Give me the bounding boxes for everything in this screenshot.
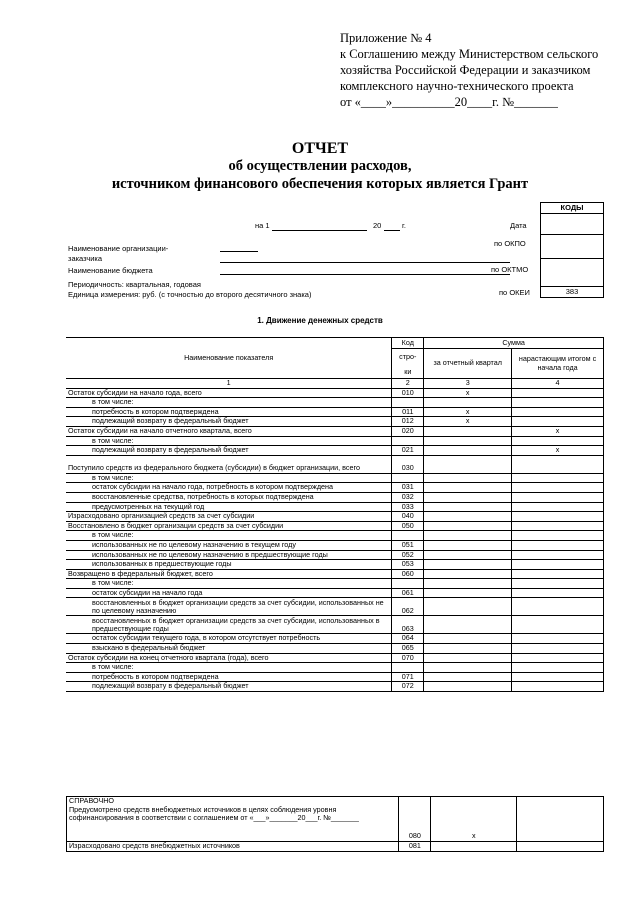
col-code-header-2: стро-	[392, 349, 424, 367]
row-quarter-value[interactable]	[424, 446, 512, 456]
row-code: 031	[392, 483, 424, 493]
org-label: Наименование организации-	[68, 244, 169, 253]
row-code: 011	[392, 407, 424, 417]
row-cumulative-value[interactable]	[512, 492, 604, 502]
table-row	[66, 512, 604, 522]
row-name: восстановленных в бюджет организации средств за счет субсидии, использованных не по целевому назначению	[66, 598, 392, 616]
reference-table	[66, 796, 604, 852]
row-code: 060	[392, 569, 424, 579]
org-label-2: заказчика	[68, 254, 103, 263]
reference-text	[67, 797, 399, 842]
okpo-code-cell[interactable]	[541, 235, 603, 259]
row-quarter-value[interactable]	[424, 550, 512, 560]
table-row	[66, 588, 604, 598]
row-quarter-value[interactable]	[424, 569, 512, 579]
row-code: 062	[392, 598, 424, 616]
table-row	[66, 446, 604, 456]
row-cumulative-value[interactable]	[512, 483, 604, 493]
table-row	[66, 436, 604, 446]
table-row	[66, 598, 604, 616]
okei-code-cell: 383	[565, 287, 579, 296]
codes-box	[540, 202, 604, 298]
row-name: Остаток субсидии на конец отчетного квартала (года), всего	[66, 653, 392, 663]
row-code	[392, 398, 424, 408]
row-quarter-value[interactable]	[424, 531, 512, 541]
row-name: потребность в котором подтверждена	[66, 672, 392, 682]
org-short-field[interactable]	[220, 251, 258, 252]
row-cumulative-value[interactable]	[512, 588, 604, 598]
row-code: 040	[392, 512, 424, 522]
row-cumulative-value[interactable]	[512, 653, 604, 663]
table-row	[66, 426, 604, 436]
table-row	[66, 473, 604, 483]
table-row	[66, 616, 604, 634]
row-cumulative-value[interactable]	[512, 512, 604, 522]
row-code: 020	[392, 426, 424, 436]
row-quarter-value[interactable]	[424, 502, 512, 512]
table-row	[66, 634, 604, 644]
row-cumulative-value[interactable]	[512, 540, 604, 550]
row-cumulative-value[interactable]	[512, 634, 604, 644]
col-code-header-3: ки	[392, 366, 424, 379]
table-header-row	[66, 338, 604, 349]
row-cumulative-value[interactable]	[512, 598, 604, 616]
table-row	[66, 672, 604, 682]
col-num: 4	[512, 379, 604, 389]
table-row	[66, 663, 604, 673]
row-quarter-value[interactable]	[424, 426, 512, 436]
row-cumulative-value[interactable]: x	[512, 426, 604, 436]
row-quarter-value[interactable]	[424, 634, 512, 644]
row-code	[392, 531, 424, 541]
date-year-field[interactable]	[384, 230, 400, 231]
row-cumulative-value[interactable]	[512, 388, 604, 398]
reference-row	[67, 797, 604, 842]
row-name: подлежащий возврату в федеральный бюджет	[66, 682, 392, 692]
row-code	[392, 473, 424, 483]
row-name: в том числе:	[66, 398, 392, 408]
row-quarter-value[interactable]	[424, 521, 512, 531]
row-quarter-value[interactable]	[424, 616, 512, 634]
org-name-field[interactable]	[220, 262, 510, 263]
reference-code: 081	[399, 842, 431, 852]
row-code	[392, 579, 424, 589]
row-quarter-value[interactable]: x	[424, 417, 512, 427]
col-name-header: Наименование показателя	[66, 338, 392, 379]
row-code: 071	[392, 672, 424, 682]
date-day-field[interactable]	[272, 230, 367, 231]
row-name: Израсходовано организацией средств за счет субсидии	[66, 512, 392, 522]
okei-label: по ОКЕИ	[499, 288, 530, 297]
row-name: подлежащий возврату в федеральный бюджет	[66, 446, 392, 456]
row-name: в том числе:	[66, 473, 392, 483]
row-code: 070	[392, 653, 424, 663]
reference-quarter[interactable]	[431, 842, 517, 852]
oktmo-code-cell[interactable]	[541, 259, 603, 287]
row-quarter-value[interactable]	[424, 598, 512, 616]
reference-title: СПРАВОЧНО	[69, 796, 115, 805]
row-code	[392, 663, 424, 673]
row-name: Поступило средств из федерального бюджета (субсидии) в бюджет организации, всего	[66, 455, 392, 473]
row-quarter-value[interactable]	[424, 455, 512, 473]
row-name: Остаток субсидии на начало отчетного квартала, всего	[66, 426, 392, 436]
table-row	[66, 521, 604, 531]
table-row	[66, 682, 604, 692]
date-code-cell[interactable]	[541, 214, 603, 235]
row-quarter-value[interactable]: x	[424, 407, 512, 417]
row-name: использованных в предшествующие годы	[66, 560, 392, 570]
row-quarter-value[interactable]	[424, 398, 512, 408]
okpo-label: по ОКПО	[494, 239, 526, 248]
row-quarter-value[interactable]	[424, 653, 512, 663]
row-name: Восстановлено в бюджет организации средств за счет субсидии	[66, 521, 392, 531]
reference-row2: Израсходовано средств внебюджетных источников	[67, 842, 399, 852]
row-name: использованных не по целевому назначению в предшествующие годы	[66, 550, 392, 560]
row-cumulative-value[interactable]	[512, 417, 604, 427]
row-name: Остаток субсидии на начало года, всего	[66, 388, 392, 398]
row-cumulative-value[interactable]	[512, 682, 604, 692]
table-row	[66, 492, 604, 502]
reference-cumulative[interactable]	[517, 842, 604, 852]
row-cumulative-value[interactable]	[512, 473, 604, 483]
row-quarter-value[interactable]	[424, 483, 512, 493]
reference-code: 080	[399, 797, 431, 842]
row-quarter-value[interactable]	[424, 672, 512, 682]
row-cumulative-value[interactable]	[512, 531, 604, 541]
col-cumulative-header: нарастающим итогом с начала года	[512, 349, 604, 379]
report-subtitle: об осуществлении расходов,	[228, 158, 412, 174]
row-cumulative-value[interactable]	[512, 644, 604, 654]
oktmo-label: по ОКТМО	[491, 265, 529, 274]
row-code: 052	[392, 550, 424, 560]
table-row	[66, 653, 604, 663]
row-code: 065	[392, 644, 424, 654]
date-code-label: Дата	[510, 221, 527, 230]
table-row	[66, 455, 604, 473]
row-code: 033	[392, 502, 424, 512]
row-name: остаток субсидии на начало года, потребность в котором подтверждена	[66, 483, 392, 493]
codes-header: КОДЫ	[541, 203, 603, 214]
date-prefix: на 1	[255, 221, 270, 230]
unit: Единица измерения: руб. (с точностью до второго десятичного знака)	[68, 290, 312, 299]
row-code	[392, 436, 424, 446]
row-cumulative-value[interactable]	[512, 579, 604, 589]
row-quarter-value[interactable]	[424, 540, 512, 550]
row-cumulative-value[interactable]	[512, 663, 604, 673]
appendix-line: Приложение № 4	[340, 31, 432, 45]
table-row	[66, 550, 604, 560]
appendix-line: к Соглашению между Министерством сельского	[340, 47, 599, 61]
date-suffix: г.	[402, 221, 406, 230]
reference-quarter: x	[431, 797, 517, 842]
row-name: использованных не по целевому назначению в текущем году	[66, 540, 392, 550]
reference-row	[67, 842, 604, 852]
row-code: 064	[392, 634, 424, 644]
table-row	[66, 569, 604, 579]
row-name: взыскано в федеральный бюджет	[66, 644, 392, 654]
row-name: в том числе:	[66, 436, 392, 446]
table-row	[66, 407, 604, 417]
row-code: 061	[392, 588, 424, 598]
row-name: в том числе:	[66, 531, 392, 541]
row-cumulative-value[interactable]	[512, 502, 604, 512]
table-row	[66, 560, 604, 570]
row-quarter-value[interactable]: x	[424, 388, 512, 398]
row-cumulative-value[interactable]	[512, 550, 604, 560]
section-title: 1. Движение денежных средств	[257, 316, 383, 325]
row-code: 072	[392, 682, 424, 692]
table-row	[66, 579, 604, 589]
row-code: 021	[392, 446, 424, 456]
budget-label: Наименование бюджета	[68, 266, 153, 275]
row-cumulative-value[interactable]	[512, 455, 604, 473]
row-quarter-value[interactable]	[424, 560, 512, 570]
row-name: остаток субсидии текущего года, в котором отсутствует потребность	[66, 634, 392, 644]
col-quarter-header: за отчетный квартал	[424, 349, 512, 379]
row-quarter-value[interactable]	[424, 663, 512, 673]
row-quarter-value[interactable]	[424, 492, 512, 502]
row-cumulative-value[interactable]: x	[512, 446, 604, 456]
date-year-prefix: 20	[373, 221, 382, 230]
row-quarter-value[interactable]	[424, 512, 512, 522]
row-name: восстановленные средства, потребность в которых подтверждена	[66, 492, 392, 502]
table-row	[66, 644, 604, 654]
row-cumulative-value[interactable]	[512, 521, 604, 531]
row-code: 032	[392, 492, 424, 502]
appendix-line: от «____»__________20____г. №_______	[340, 95, 558, 109]
row-quarter-value[interactable]	[424, 436, 512, 446]
row-cumulative-value[interactable]	[512, 436, 604, 446]
row-code: 010	[392, 388, 424, 398]
cash-flow-table	[66, 337, 604, 692]
row-quarter-value[interactable]	[424, 644, 512, 654]
periodicity: Периодичность: квартальная, годовая	[68, 280, 201, 289]
row-name: остаток субсидии на начало года	[66, 588, 392, 598]
row-code: 030	[392, 455, 424, 473]
row-name: в том числе:	[66, 663, 392, 673]
column-numbers-row	[66, 379, 604, 389]
reference-cumulative[interactable]	[517, 797, 604, 842]
table-row	[66, 388, 604, 398]
row-cumulative-value[interactable]	[512, 560, 604, 570]
table-row	[66, 531, 604, 541]
row-code: 053	[392, 560, 424, 570]
table-row	[66, 540, 604, 550]
col-num: 1	[66, 379, 392, 389]
row-name: в том числе:	[66, 579, 392, 589]
row-code: 063	[392, 616, 424, 634]
col-num: 3	[424, 379, 512, 389]
row-cumulative-value[interactable]	[512, 616, 604, 634]
row-cumulative-value[interactable]	[512, 672, 604, 682]
row-cumulative-value[interactable]	[512, 407, 604, 417]
report-subtitle-2: источником финансового обеспечения которых является Грант	[111, 176, 529, 192]
row-code: 012	[392, 417, 424, 427]
table-row	[66, 417, 604, 427]
table-row	[66, 502, 604, 512]
row-name: подлежащий возврату в федеральный бюджет	[66, 417, 392, 427]
row-name: Возвращено в федеральный бюджет, всего	[66, 569, 392, 579]
col-num: 2	[392, 379, 424, 389]
row-name: потребность в котором подтверждена	[66, 407, 392, 417]
table-row	[66, 398, 604, 408]
row-quarter-value[interactable]	[424, 579, 512, 589]
reference-row1: Предусмотрено средств внебюджетных источников в целях соблюдения уровня софинансирования в соответствии с соглашением от «___»_______20___г. №_______	[69, 804, 359, 823]
row-code: 050	[392, 521, 424, 531]
appendix-line: хозяйства Российской Федерации и заказчиком	[340, 63, 591, 77]
row-quarter-value[interactable]	[424, 682, 512, 692]
appendix-header	[340, 30, 620, 110]
appendix-line: комплексного научно-технического проекта	[340, 79, 574, 93]
row-name: восстановленных в бюджет организации средств за счет субсидии, использованных в предшествующие годы	[66, 616, 392, 634]
table-row	[66, 483, 604, 493]
row-quarter-value[interactable]	[424, 588, 512, 598]
row-cumulative-value[interactable]	[512, 398, 604, 408]
report-title: ОТЧЕТ	[291, 140, 349, 157]
col-sum-header: Сумма	[424, 338, 604, 349]
budget-name-field[interactable]	[220, 274, 510, 275]
row-cumulative-value[interactable]	[512, 569, 604, 579]
row-name: предусмотренных на текущий год	[66, 502, 392, 512]
row-code: 051	[392, 540, 424, 550]
col-code-header-1: Код	[392, 338, 424, 349]
row-quarter-value[interactable]	[424, 473, 512, 483]
